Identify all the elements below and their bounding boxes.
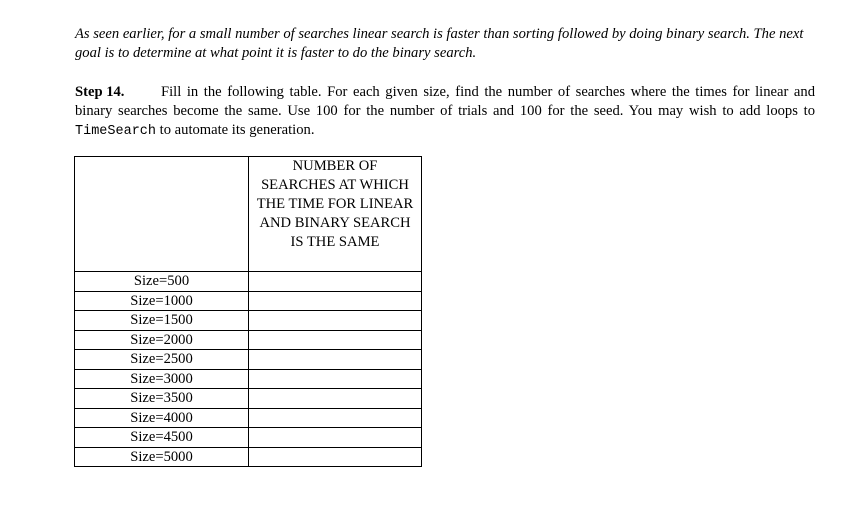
table-column-header: [249, 157, 422, 272]
table-row: [75, 272, 422, 292]
intro-paragraph: As seen earlier, for a small number of searches linear search is faster than sorting followed by doing binary search. The next goal is to determine at what point it is faster to do the binary search.: [75, 26, 804, 61]
table-row: [75, 408, 422, 428]
step-paragraph: [75, 83, 815, 141]
table-row: [75, 311, 422, 331]
size-cell: Size=3500: [75, 389, 249, 409]
value-cell[interactable]: [249, 428, 422, 448]
step-text-after-code: to automate its generation.: [156, 122, 315, 138]
size-cell: Size=4500: [75, 428, 249, 448]
table-header-row: [75, 157, 422, 272]
value-cell[interactable]: [249, 311, 422, 331]
size-cell: Size=2000: [75, 330, 249, 350]
table-row: [75, 369, 422, 389]
value-cell[interactable]: [249, 389, 422, 409]
size-cell: Size=500: [75, 272, 249, 292]
value-cell[interactable]: [249, 272, 422, 292]
step-text-before-code: Fill in the following table. For each given size, find the number of searches where the times for linear and binary searches become the same. Use 100 for the number of trials and 100 for the seed. You may wish to add loops to: [75, 84, 815, 119]
size-cell: Size=5000: [75, 447, 249, 467]
table-row: [75, 389, 422, 409]
table-row: [75, 447, 422, 467]
size-cell: Size=3000: [75, 369, 249, 389]
size-cell: Size=2500: [75, 350, 249, 370]
value-cell[interactable]: [249, 350, 422, 370]
value-cell[interactable]: [249, 291, 422, 311]
value-cell[interactable]: [249, 369, 422, 389]
size-cell: Size=4000: [75, 408, 249, 428]
table-corner-cell: [75, 157, 249, 272]
value-cell[interactable]: [249, 330, 422, 350]
size-cell: Size=1500: [75, 311, 249, 331]
table-row: [75, 350, 422, 370]
value-cell[interactable]: [249, 408, 422, 428]
table-row: [75, 291, 422, 311]
step-code: TimeSearch: [75, 124, 157, 139]
results-table: [74, 156, 422, 467]
value-cell[interactable]: [249, 447, 422, 467]
step-label: Step 14.: [75, 84, 125, 100]
table-column-header-text: NUMBER OF SEARCHES AT WHICH THE TIME FOR LINEAR AND BINARY SEARCH IS THE SAME: [256, 158, 414, 250]
table-row: [75, 330, 422, 350]
table-row: [75, 428, 422, 448]
size-cell: Size=1000: [75, 291, 249, 311]
